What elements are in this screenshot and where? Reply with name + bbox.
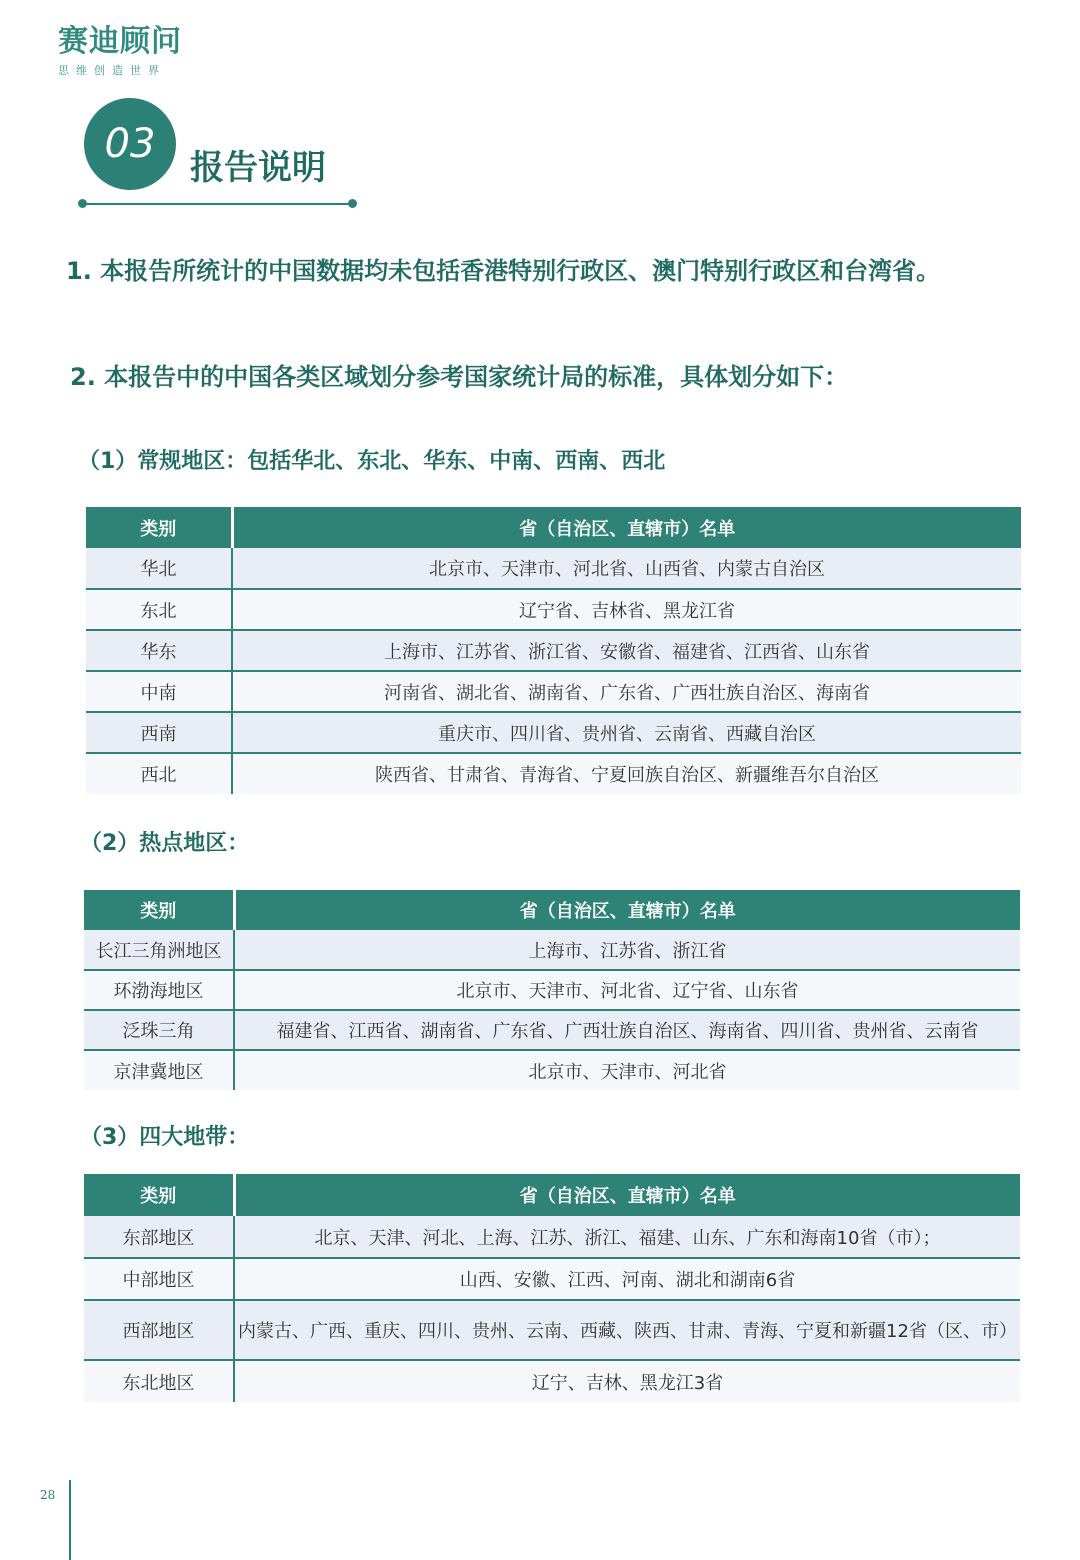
region-cell: 长江三角洲地区 — [84, 930, 234, 970]
region-cell: 华东 — [86, 630, 232, 671]
logo-name: 赛迪顾问 — [58, 24, 182, 59]
provinces-cell: 北京、天津、河北、上海、江苏、浙江、福建、山东、广东和海南10省（市）； — [234, 1216, 1020, 1258]
table-row — [86, 671, 1021, 712]
region-cell: 京津冀地区 — [84, 1050, 234, 1090]
table-2-heading: （2）热点地区： — [80, 831, 250, 856]
region-cell: 东部地区 — [84, 1216, 234, 1258]
header-province-list: 省（自治区、直辖市）名单 — [232, 507, 1021, 548]
table-header-row — [84, 890, 1020, 930]
table-1-heading: （1）常规地区：包括华北、东北、华东、中南、西南、西北 — [78, 449, 666, 474]
logo-tagline: 思维创造世界 — [58, 64, 166, 77]
header-category: 类别 — [84, 1174, 234, 1216]
table-row — [84, 970, 1020, 1010]
provinces-cell: 北京市、天津市、河北省、山西省、内蒙古自治区 — [232, 548, 1021, 589]
logo — [58, 24, 182, 78]
provinces-cell: 河南省、湖北省、湖南省、广东省、广西壮族自治区、海南省 — [232, 671, 1021, 712]
table-row — [84, 1258, 1020, 1300]
region-cell: 西北 — [86, 753, 232, 794]
provinces-cell: 陕西省、甘肃省、青海省、宁夏回族自治区、新疆维吾尔自治区 — [232, 753, 1021, 794]
table-3-heading: （3）四大地带： — [80, 1125, 250, 1150]
section-divider — [82, 203, 354, 205]
divider-left-dot — [78, 199, 87, 208]
table-header-row — [86, 507, 1021, 548]
provinces-cell: 福建省、江西省、湖南省、广东省、广西壮族自治区、海南省、四川省、贵州省、云南省 — [234, 1010, 1020, 1050]
table-row — [84, 1300, 1020, 1360]
provinces-cell: 北京市、天津市、河北省 — [234, 1050, 1020, 1090]
note-2: 2. 本报告中的中国各类区域划分参考国家统计局的标准，具体划分如下： — [70, 363, 849, 391]
provinces-cell: 山西、安徽、江西、河南、湖北和湖南6省 — [234, 1258, 1020, 1300]
table-row — [84, 1010, 1020, 1050]
region-cell: 东北地区 — [84, 1360, 234, 1402]
table-row — [86, 753, 1021, 794]
provinces-cell: 北京市、天津市、河北省、辽宁省、山东省 — [234, 970, 1020, 1010]
table-row — [84, 1216, 1020, 1258]
region-cell: 东北 — [86, 589, 232, 630]
provinces-cell: 内蒙古、广西、重庆、四川、贵州、云南、西藏、陕西、甘肃、青海、宁夏和新疆12省（区、市） — [234, 1300, 1020, 1360]
section-title: 报告说明 — [190, 148, 326, 188]
regular-regions-table — [86, 507, 1021, 794]
table-row — [84, 1050, 1020, 1090]
table-row — [86, 548, 1021, 589]
table-row — [84, 1360, 1020, 1402]
region-cell: 环渤海地区 — [84, 970, 234, 1010]
region-cell: 中部地区 — [84, 1258, 234, 1300]
provinces-cell: 上海市、江苏省、浙江省、安徽省、福建省、江西省、山东省 — [232, 630, 1021, 671]
divider-right-dot — [348, 199, 357, 208]
header-category: 类别 — [84, 890, 234, 930]
header-category: 类别 — [86, 507, 232, 548]
provinces-cell: 辽宁、吉林、黑龙江3省 — [234, 1360, 1020, 1402]
table-row — [86, 712, 1021, 753]
section-number-badge — [84, 98, 176, 190]
page-number: 28 — [40, 1488, 56, 1502]
region-cell: 中南 — [86, 671, 232, 712]
region-cell: 泛珠三角 — [84, 1010, 234, 1050]
header-province-list: 省（自治区、直辖市）名单 — [234, 1174, 1020, 1216]
page-side-bar — [69, 1480, 71, 1560]
four-zones-table — [84, 1174, 1020, 1402]
note-1: 1. 本报告所统计的中国数据均未包括香港特别行政区、澳门特别行政区和台湾省。 — [66, 257, 941, 285]
hotspot-regions-table — [84, 890, 1020, 1090]
region-cell: 西南 — [86, 712, 232, 753]
table-row — [86, 589, 1021, 630]
provinces-cell: 重庆市、四川省、贵州省、云南省、西藏自治区 — [232, 712, 1021, 753]
table-row — [86, 630, 1021, 671]
table-header-row — [84, 1174, 1020, 1216]
provinces-cell: 上海市、江苏省、浙江省 — [234, 930, 1020, 970]
provinces-cell: 辽宁省、吉林省、黑龙江省 — [232, 589, 1021, 630]
header-province-list: 省（自治区、直辖市）名单 — [234, 890, 1020, 930]
region-cell: 西部地区 — [84, 1300, 234, 1360]
region-cell: 华北 — [86, 548, 232, 589]
section-number: 03 — [104, 121, 156, 167]
table-row — [84, 930, 1020, 970]
